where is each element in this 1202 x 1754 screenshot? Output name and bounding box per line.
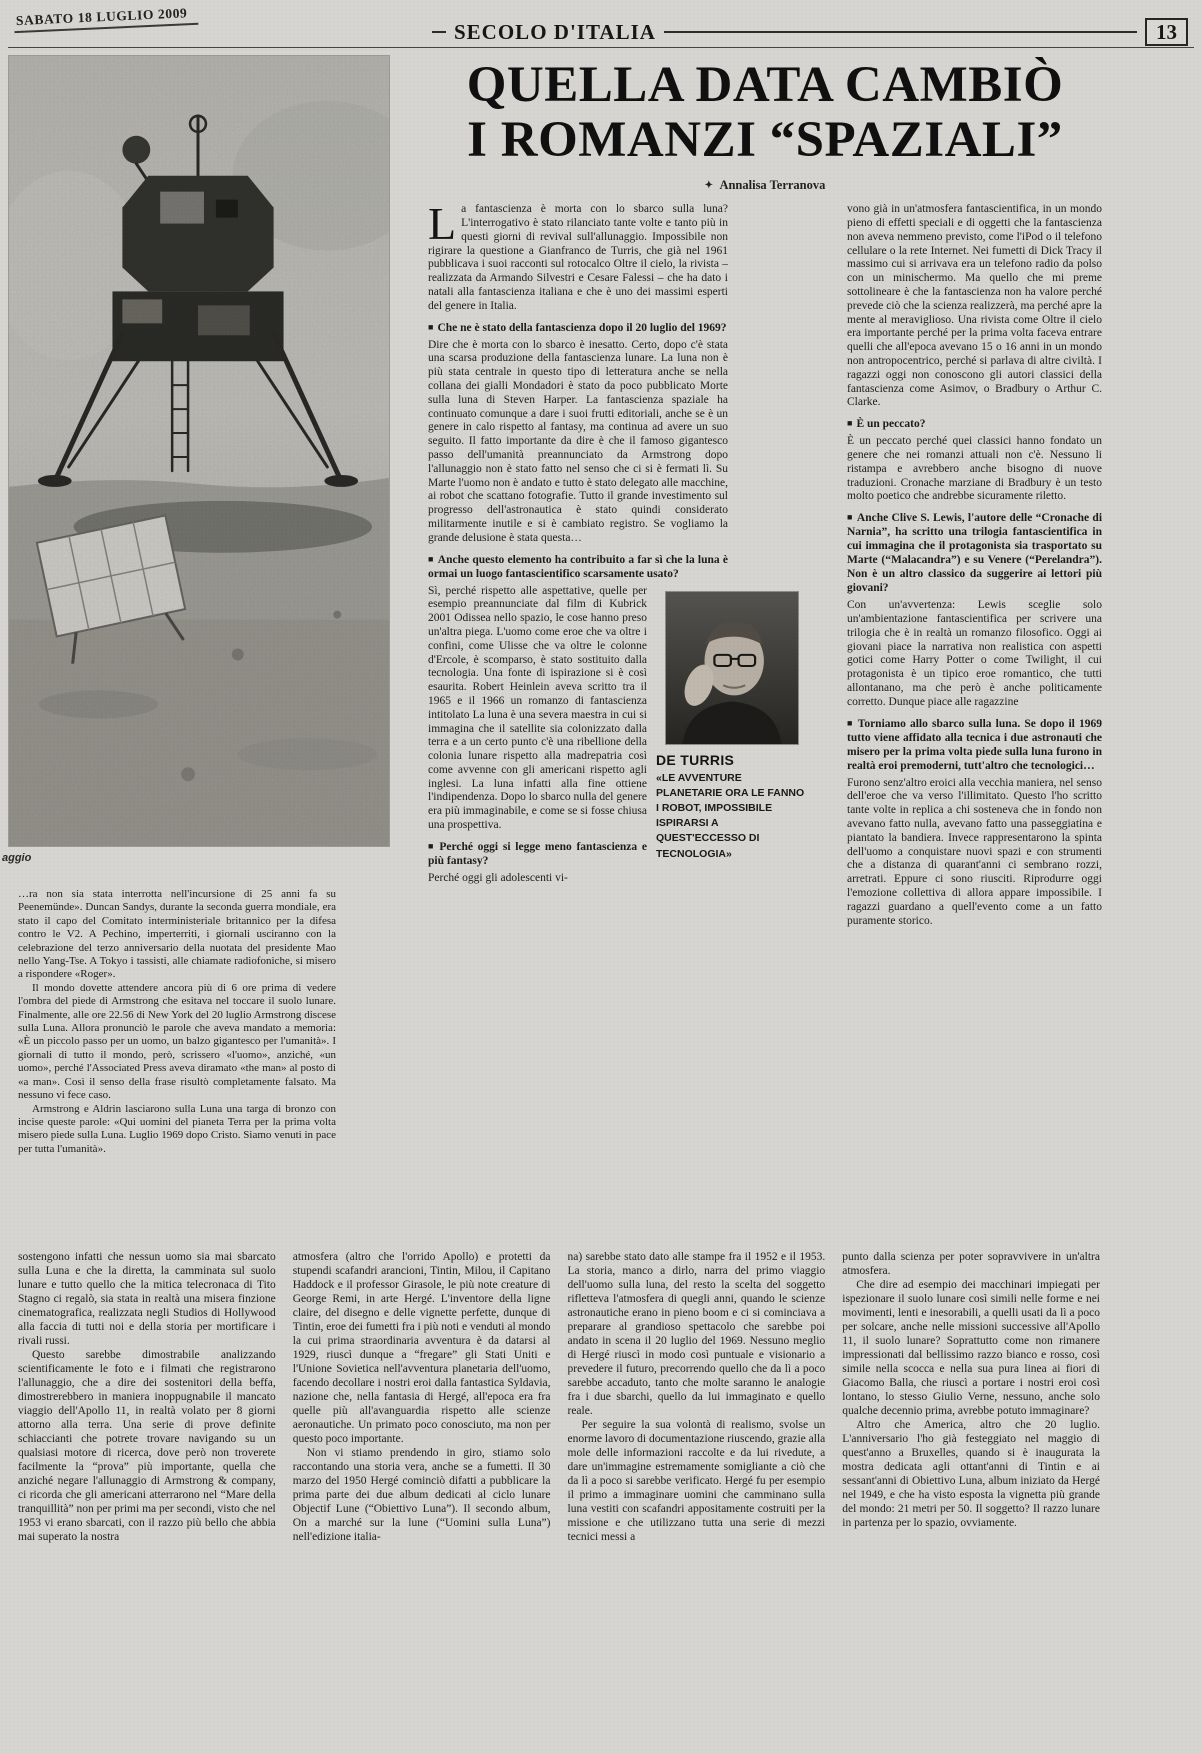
intro-text: a fantascienza è morta con lo sbarco sulla luna? L'interrogativo è stato rilanciato tante volte e tanto più in questi giorni di revival sull'allunaggio. Impossibile non rigirare la questione a Gianfranco de Turris, che già nel 1961 pubblicava i suoi racconti sul rotocalco Oltre il cielo, la rivista – realizzata da Armando Silvestri e Cesare Falessi – che ha dato i natali alla fantascienza italiana e che è uno dei massimi esperti del genere in Italia. [428,203,728,312]
masthead-rule-left [432,31,446,33]
dropcap: L [428,198,457,250]
pullquote-name: DE TURRIS [656,751,735,768]
interview-answer: vono già in un'atmosfera fantascientifica, in un mondo pieno di effetti speciali e di oggetti che la fantascienza non aveva nemmeno previsto, come l'iPod o il telefono cellulare o la rete Internet. Nei fumetti di Dick Tracy il massimo cui si arrivava era un telefono radio da polso con un minischermo. Ma quello che mi preme sottolineare è che la fantascienza non ha valore perché prevede ciò che la scienza realizzerà, ma perché apre la mente al meraviglioso. Una rivista come Oltre il cielo era importante perché per la prima volta faceva entrare quelli che all'epoca avevano 15 o 16 anni in un mondo non antropocentrico, perché si parlava di altre civiltà. I ragazzi oggi non conoscono gli autori classici della fantascienza come Asimov, o Bradbury o Arthur C. Clarke. [847,203,1102,409]
bottom-article [18,1250,1100,1544]
byline [428,178,1102,193]
bottom-column-3 [568,1250,826,1544]
interview-answer: Perché oggi gli adolescenti vi- [428,871,568,884]
bottom-column-4 [842,1250,1100,1544]
interview-answer: Con un'avvertenza: Lewis sceglie solo un'ambientazione fantascientifica per scrivere una trilogia che è in realtà un romanzo filosofico. Oggi ai giovani piace la narrativa non realistica con aspetti gotici come Harry Potter o come Twilight, il cui protagonista è un tipico eroe romantico, che tutti allontanano, ma che però è anche politicamente corretto. Dunque piace alle ragazzine [847,599,1102,708]
issue-date: SABATO 18 LUGLIO 2009 [14,5,198,33]
interview-question [428,553,728,581]
pullquote-text: «LE AVVENTURE PLANETARIE ORA LE FANNO I ROBOT, IMPOSSIBILE ISPIRARSI A QUEST'ECCESSO DI TECNOLOGIA» [656,771,805,860]
paragraph: Il mondo dovette attendere ancora più di 6 ore prima di vedere l'ombra del piede di Armstrong che esitava nel toccare il suolo lunare. Finalmente, alle ore 22.56 di New York del 20 luglio Armstrong discese sulla Luna. Allora pronunciò le parole che aveva mandato a memoria: «È un piccolo passo per un uomo, un balzo gigantesco per l'umanità». I giornali di tutto il mondo, però, scrissero «l'uomo», anziché, «un uomo», perché l'Associated Press aveva diramato «the man» al posto di «a man». Così il senso della frase risultò completamente falsato. Ma nessuno vi fece caso. [18,981,336,1102]
paragraph: punto dalla scienza per poter sopravvivere in un'altra atmosfera. [842,1251,1100,1278]
interview-answer: Dire che è morta con lo sbarco è inesatto. Certo, dopo c'è stata una scarsa produzione della fantascienza lunare. La luna non è più stata centrale in questo tipo di letteratura anche se nella collana dei gialli Mondadori è stato da poco pubblicato Morte sulla luna di Steven Harper. La fantascienza spaziale ha continuato comunque a dare i suoi frutti editoriali, anche se è un genere in calo rispetto al fantasy, ma continua ad avere un suo seguito. Il fatto importante da dire è che il famoso gigantesco passo dell'umanità preannunciato da Armstrong dopo l'allunaggio non è stato fatto nel senso che ci si è fermati lì. Su Marte l'uomo non è andato e tutto è stato delegato alle macchine, ai robot che scattano fotografie. Tutto il grande investimento sul progresso dell'astronautica è stato quindi considerato militarmente inutile e si è cambiato registro. Se vogliamo la grande delusione è stata questa… [428,338,728,544]
left-article-text [18,888,336,1156]
de-turris-photo-block [656,591,806,862]
question-marker-icon: ■ [428,321,434,332]
question-text: Torniamo allo sbarco sulla luna. Se dopo il 1969 tutto viene affidato alla tecnica i due astronauti che misero per la prima volta piede sulla luna furono in realtà eroi premoderni, tutt'altro che tecnologici… [847,717,1102,772]
question-marker-icon: ■ [428,840,436,851]
photo-caption: aggio [2,852,32,864]
question-marker-icon: ■ [428,553,434,564]
page-number [1145,18,1188,46]
question-marker-icon: ■ [847,717,854,728]
question-text: È un peccato? [856,418,926,431]
byline-star-icon: ✦ [704,180,713,192]
masthead-row [432,20,1188,44]
bottom-column-2 [293,1250,551,1544]
page-number-value: 13 [1156,20,1177,44]
masthead-rule-right [664,31,1137,33]
paragraph: Questo sarebbe dimostrabile analizzando scientificamente le foto e i filmati che registrarono l'allunaggio, che a dire dei sostenitori della beffa, dimostrerebbero in maniera inoppugnabile il mancato viaggio dell'Apollo 11, in realtà volato per 8 giorni attorno alla terra. Una serie di prove definite schiaccianti che potrete trovare navigando su un qualsiasi motore di ricerca, dove però non troverete facilmente la “prova” più importante, quella che anziché negare l'allunaggio di Armstrong & company, ci ricorda che gli americani atterrarono nel “Mare della tranquillità” non per primi ma per secondi, visto che nel 1953 vi erano sbarcati, con il razzo più bello che abbia mai superato la nostra [18,1349,276,1544]
paragraph: Per seguire la sua volontà di realismo, svolse un enorme lavoro di documentazione riuscendo, grazie alla mole delle informazioni raccolte e da lui rivedute, a dare un'immagine estremamente somigliante a ciò che da lì a poco si sarebbe verificato. Hergé fu per esempio il primo a immaginare uomini che camminano sulla luna vestiti con scafandri appositamente costruiti per la missione e che utilizzano tutta una serie di mezzi tecnici messi a [567,1419,826,1544]
interview-column-1 [428,198,805,930]
paragraph: Altro che America, altro che 20 luglio. L'anniversario l'ho già festeggiato nel maggio di quest'anno a Bruxelles, quando si è inaugurata la mostra dedicata agli ottant'anni di Tintin e ai sessant'anni di Obiettivo Luna, album iniziato da Hergé nel 1949, e che ha visto esposta la vignetta più grande del mondo: 21 metri per 50. Il soggetto? Il razzo lunare in partenza per lo spazio, ovviamente. [842,1419,1100,1530]
interview-question [847,417,1102,431]
paragraph: Non vi stiamo prendendo in giro, stiamo solo raccontando una storia vera, anche se a fumetti. Il 30 marzo del 1950 Hergé cominciò difatti a pubblicare la prima parte dei due album dedicati al ciclo lunare Objectif Lune (“Obiettivo Luna”). Il secondo album, On a marché sur la lune (“Uomini sulla Luna”) nell'edizione italia- [292,1447,551,1544]
headline [428,58,1102,168]
headline-line-1: QUELLA DATA CAMBIÒ [466,57,1064,113]
masthead: SECOLO D'ITALIA [454,19,656,44]
headline-line-2: I ROMANZI “SPAZIALI” [467,112,1063,169]
question-text: Anche questo elemento ha contribuito a far sì che la luna è ormai un luogo fantascientifico scarsamente usato? [428,553,728,580]
question-marker-icon: ■ [847,512,853,523]
interview-answer: Furono senz'altro eroici alla vecchia maniera, nel senso dell'eroe che va verso l'illimitato. Questo l'ho scritto tante volte in replica a chi sosteneva che in fondo non avevano fatto nulla, avevano fatto una passeggiatina e piantato la bandiera. Invece rappresentarono la spinta dell'uomo a conquistare nuovi spazi e con strumenti che a distanza di quarant'anni ci sembrano rozzi, arretrati. Eppure ci sono riusciti. Riprodurre oggi l'emozione collettiva di allora appare impossibile. I ragazzi guardano a quell'evento come a un fatto puramente storico. [847,776,1102,927]
paragraph: atmosfera (altro che l'orrido Apollo) e protetti da stupendi scafandri arancioni, Tintin, Milou, il Capitano Haddock e il professor Girasole, le più note creature di George Remi, in arte Hergé. L'inventore della ligne claire, del disegno e delle vignette perfette, dunque di Tintin, eroe dei fumetti fra i più noti e venduti al mondo la cui prima straordinaria avventura è da datarsi al 1929, riuscì dunque a “fregare” gli Stati Uniti e l'Unione Sovietica nell'avventura planetaria dell'uomo, facendo decollare i nostri eroi dalla fantastica Syldavia, nazione che, nella fantasia di Hergé, all'epoca era fra quelle più all'avanguardia rispetto alle scienze aeronautiche. Un primato poco conosciuto, ma non per questo poco importante. [292,1251,551,1446]
interview-answer: È un peccato perché quei classici hanno fondato un genere che nei romanzi attuali non c'è. Nessuno li ristampa e avrebbero anche bisogno di nuove traduzioni. Cronache marziane di Bradbury è un testo molto poetico che andrebbe sicuramente riletto. [847,435,1102,503]
bottom-column-1 [18,1250,276,1544]
question-text: Che ne è stato della fantascienza dopo il 20 luglio del 1969? [437,321,727,334]
question-marker-icon: ■ [847,418,853,429]
header-divider [8,47,1194,48]
interview-body [428,198,1103,930]
intro-paragraph [428,198,728,313]
lunar-module-illustration [9,56,389,846]
interview-answer: Sì, perché rispetto alle aspettative, quelle per esempio preannunciate dal film di Kubrick 2001 Odissea nello spazio, le cose hanno preso un'altra piega. L'uomo come eroe che va oltre i confini, come Ulisse che va oltre le colonne d'Ercole, è scomparso, è stato sostituito dalla tecnologia. Una fonte di ispirazione si è così esaurita. Robert Heinlein aveva scritto tra il 1965 e il 1966 un romanzo di fantascienza intitolato La luna è una severa maestra in cui si immagina che il satellite sia colonizzato dalla terra e a un certo punto c'è una ribellione della colonia lunare rispetto alla madrepatria così come avvenne con gli americani rispetto agli inglesi. La luna infatti alla fine ottiene l'indipendenza. Dopo lo sbarco nulla del genere era più immaginabile, e come se si fosse chiusa una prospettiva. [428,584,647,832]
interview-question [847,717,1102,773]
interview-column-2 [847,203,1102,930]
interview-question [847,511,1102,595]
lunar-module-photo [8,55,390,847]
paragraph: …ra non sia stata interrotta nell'incursione di 25 anni fa su Peenemünde». Duncan Sandys, durante la seconda guerra mondiale, era stato il capo del Comitato interministeriale britannico per la difesa contro le V2. A Pechino, imperterriti, i giornali usciranno con la celebrazione del terzo anniversario della nuotata del presidente Mao nello Yang-Tse. A Tokyo i tassisti, alle chiamate radiofoniche, si misero a rispondere «Roger». [18,888,336,981]
de-turris-portrait-illustration [666,592,798,744]
paragraph: Che dire ad esempio dei macchinari impiegati per ispezionare il suolo lunare così simili nelle forme e nei movimenti, lenti e inesorabili, a quelli usati da lì a poco per solcare, anche nelle missioni successive all'Apollo 11, il suolo lunare? Soprattutto come non rimanere impressionati dal bellissimo razzo bianco e rosso, così simile nella scocca e nella sua pura linea ai fiori di Giacomo Balla, che riuscì a portare i nostri eroi così lontano, lo stesso Giulio Verne, nessuno, anche solo qualche decennio prima, avrebbe potuto immaginare? [842,1279,1100,1418]
paragraph: sostengono infatti che nessun uomo sia mai sbarcato sulla Luna e che la diretta, la camminata sul suolo lunare e tutto quello che la mitica telecronaca di Tito Stagno ci regalò, sia stata in realtà una misera finzione cinematografica, realizzata negli Studios di Hollywood alla faccia di tutti noi e della storia per mortificare i rivali russi. [18,1251,276,1348]
question-text: Perché oggi si legge meno fantascienza e più fantasy? [428,840,647,867]
interview-question [428,321,728,335]
byline-author: Annalisa Terranova [719,178,826,193]
paragraph: Armstrong e Aldrin lasciarono sulla Luna una targa di bronzo con incise queste parole: «Qui uomini del pianeta Terra per la prima volta misero piede sulla Luna. Luglio 1969 dopo Cristo. Siamo venuti in pace per tutta l'umanità». [18,1102,336,1155]
main-article [428,58,1102,930]
paragraph: na) sarebbe stato dato alle stampe fra il 1952 e il 1953. La storia, manco a dirlo, narra del primo viaggio dell'uomo sulla luna, del resto la scelta del soggetto rifletteva l'atmosfera di quegli anni, quando le scienze astronautiche erano in pieno boom e ci si cominciava a preparare al grandioso spettacolo che sarebbe poi andato in scena il 20 luglio del 1969. Nessuno meglio di Hergé riuscì in modo così puntuale e visionario a prevedere il futuro, precorrendo quello che da lì a poco sarebbe accaduto, tanto che molte saranno le analogie fra i due sbarchi, quello da lui immaginato e quello reale. [567,1251,826,1418]
question-text: Anche Clive S. Lewis, l'autore delle “Cronache di Narnia”, ha scritto una trilogia fantascientifica in cui immagina che il protagonista sia trasportato su Marte (“Malacandra”) e su Venere (“Perelandra”). Non è un altro classico da suggerire ai lettori più giovani? [847,512,1103,595]
de-turris-portrait [665,591,799,745]
